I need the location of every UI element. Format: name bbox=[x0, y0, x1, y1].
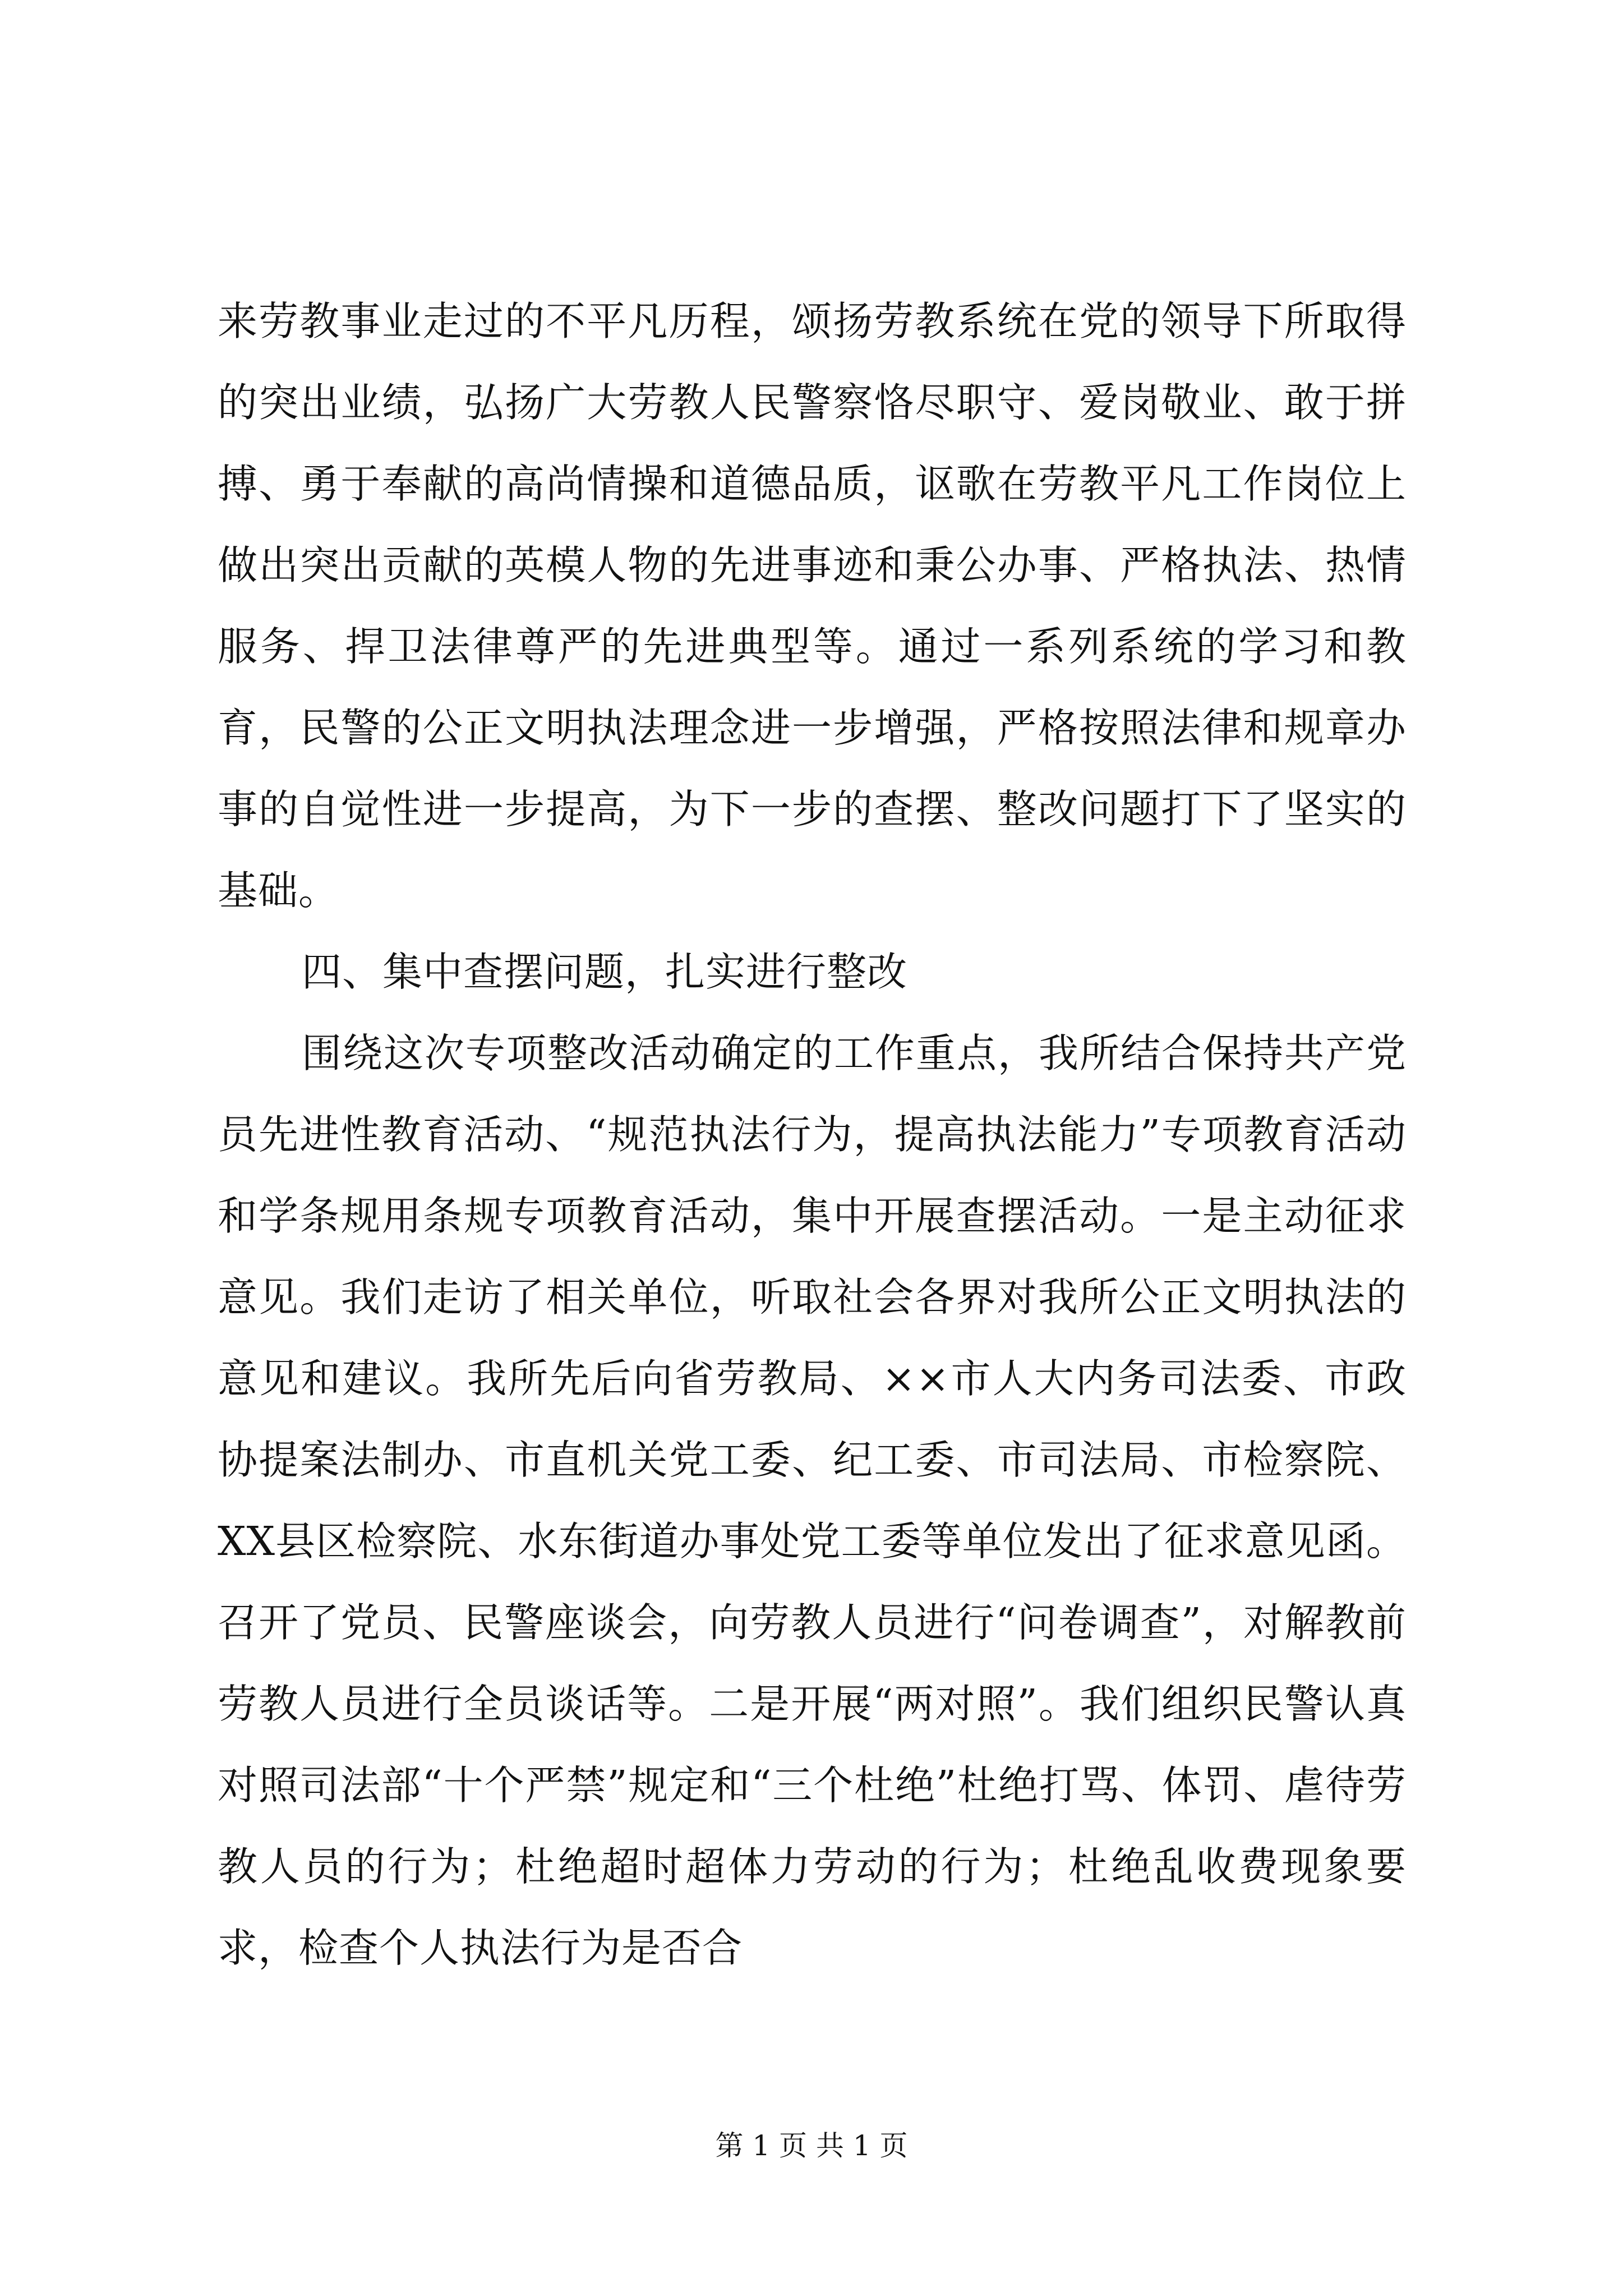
section-heading-four: 四、集中查摆问题，扎实进行整改 bbox=[302, 949, 908, 995]
paragraph-section-four: 围绕这次专项整改活动确定的工作重点，我所结合保持共产党员先进性教育活动、“规范执法行为，提高执法能力”专项教育活动和学条规用条规专项教育活动，集中开展查摆活动。一是主动征求意见。我们走访了相关单位，听取社会各界对我所公正文明执法的意见和建议。我所先后向省劳教局、××市人大内务司法委、市政协提案法制办、市直机关党工委、纪工委、市司法局、市检察院、XX县区检察院、水东街道办事处党工委等单位发出了征求意见函。召开了党员、民警座谈会，向劳教人员进行“问卷调查”，对解教前劳教人员进行全员谈话等。二是开展“两对照”。我们组织民警认真对照司法部“十个严禁”规定和“三个杜绝”杜绝打骂、体罚、虐待劳教人员的行为；杜绝超时超体力劳动的行为；杜绝乱收费现象要求，检查个人执法行为是否合 bbox=[218, 1030, 1407, 1971]
document-body bbox=[218, 280, 1407, 1989]
page-footer: 第 1 页 共 1 页 bbox=[715, 2129, 908, 2162]
paragraph-continuation: 来劳教事业走过的不平凡历程，颂扬劳教系统在党的领导下所取得的突出业绩，弘扬广大劳教人民警察恪尽职守、爱岗敬业、敢于拼搏、勇于奉献的高尚情操和道德品质，讴歌在劳教平凡工作岗位上做出突出贡献的英模人物的先进事迹和秉公办事、严格执法、热情服务、捍卫法律尊严的先进典型等。通过一系列系统的学习和教育，民警的公正文明执法理念进一步增强，严格按照法律和规章办事的自觉性进一步提高，为下一步的查摆、整改问题打下了坚实的基础。 bbox=[218, 298, 1407, 914]
